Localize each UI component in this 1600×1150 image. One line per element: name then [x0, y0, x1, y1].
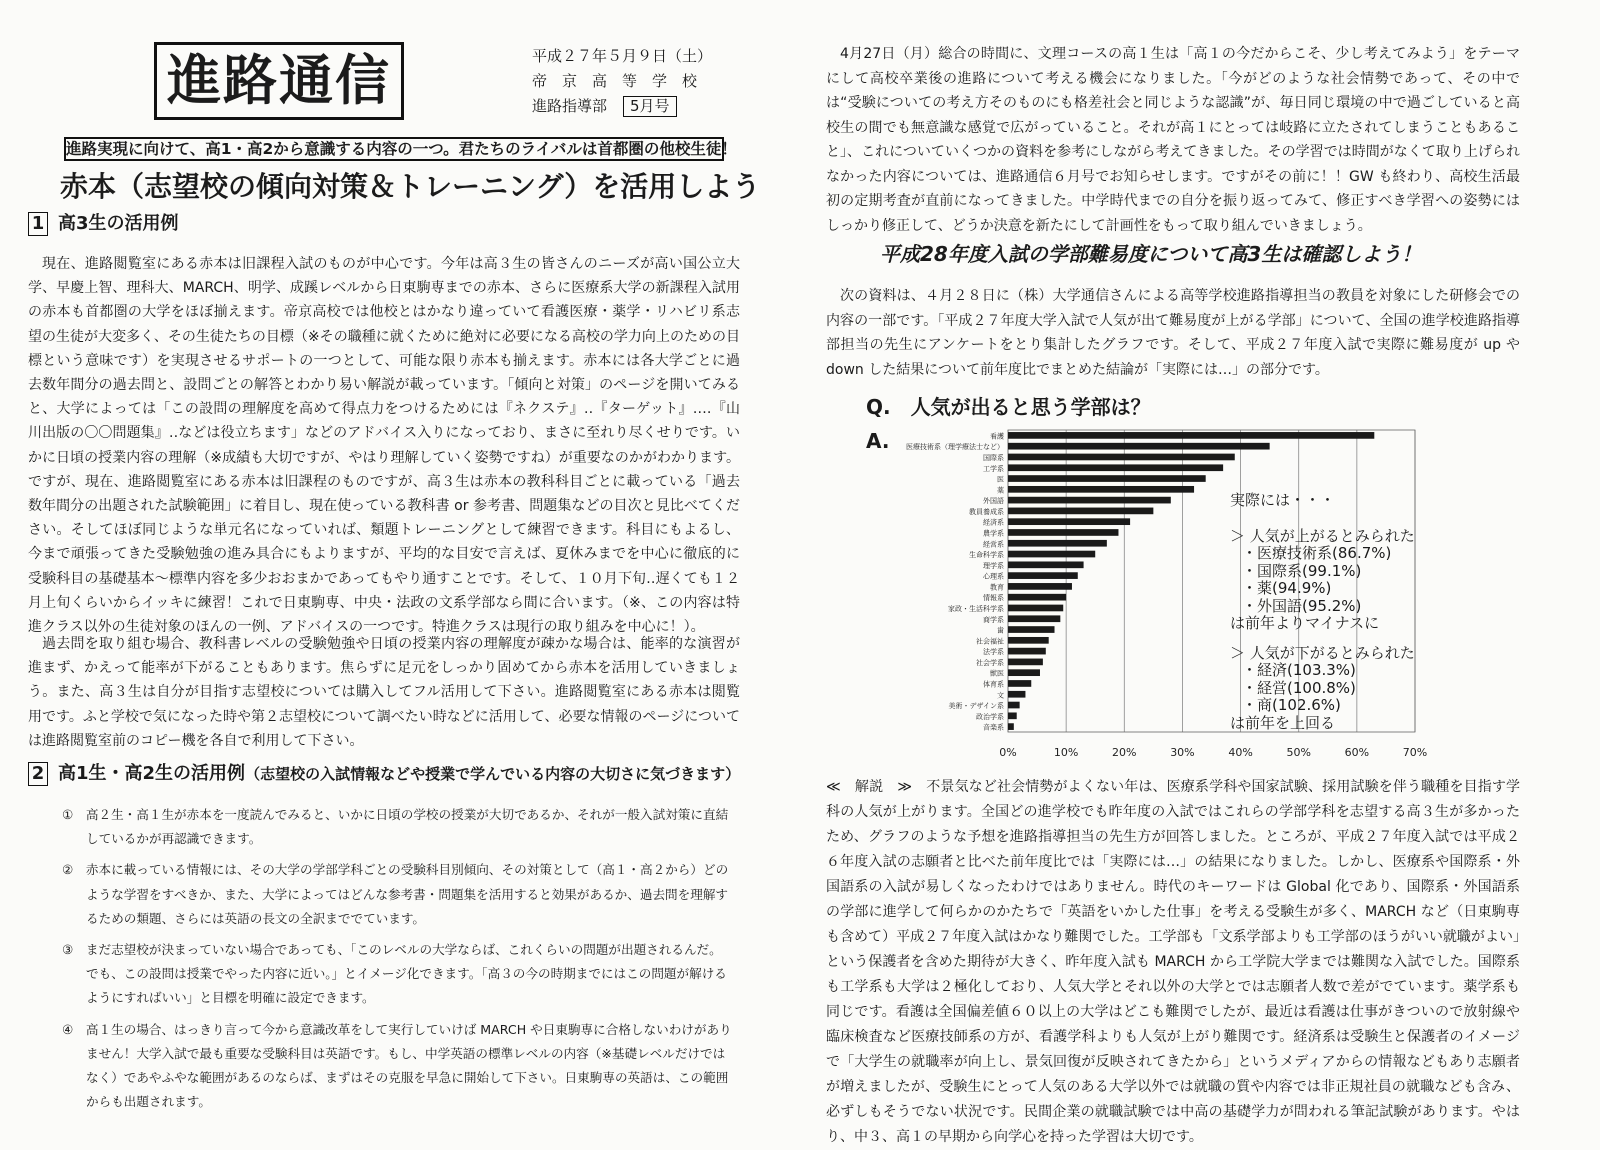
list-item: ② 赤本に載っている情報には、その大学の学部学科ごとの受験科目別傾向、その対策として（高１・高２から）どのような学習をすべきか、また、大学によってはどんな参考書・問題集を活用すると効果があるか、過去問を理解するための類題、さらには英語の長文の全訳まででています。 [62, 862, 729, 926]
section2-subtitle: （志望校の入試情報などや授業で学んでいる内容の大切さに気づきます） [245, 765, 741, 783]
bar [1008, 561, 1084, 568]
section2-number: 2 [28, 762, 48, 786]
bar [1008, 529, 1118, 536]
list-item: ① 高２生・高１生が赤本を一度読んでみると、いかに日頃の学校の授業が大切であるか、それが一般入試対策に直結しているかが再認識できます。 [62, 807, 729, 847]
bar [1008, 637, 1049, 644]
issue-info [532, 44, 712, 119]
category-label: 教育 [990, 583, 1004, 592]
note-down-head: ＞ 人気が下がるとみられた [1230, 643, 1415, 662]
x-tick-label: 70% [1402, 746, 1428, 759]
bar [1008, 464, 1223, 471]
category-label: 経済系 [983, 518, 1004, 527]
note-up-item: ・国際系(99.1%) [1242, 561, 1362, 580]
category-label: 家政・生活科学系 [948, 604, 1004, 613]
bar [1008, 605, 1063, 612]
category-label: 看護 [990, 432, 1004, 441]
bar [1008, 702, 1020, 709]
x-tick-label: 40% [1228, 746, 1253, 759]
category-label: 社会学系 [976, 658, 1004, 667]
category-label: 音楽系 [983, 723, 1004, 732]
category-label: 心理系 [983, 572, 1004, 581]
tagline: 進路実現に向けて、高1・高2から意識する内容の一つ。君たちのライバルは首都圏の他校生徒！ [64, 137, 724, 161]
category-label: 獣医 [990, 669, 1004, 678]
bar [1008, 551, 1095, 558]
issue-school: 帝 京 高 等 学 校 [532, 72, 698, 90]
bar [1008, 680, 1031, 687]
bar [1008, 615, 1060, 622]
list-item: ③ まだ志望校が決まっていない場合であっても、「このレベルの大学ならば、これくらいの問題が出題されるんだ。でも、この設問は授業でやった内容に近い。」とイメージ化できます。「高３の今の時期までにはこの問題が解けるようにすればいい」と目標を明確に設定できます。 [62, 942, 727, 1006]
note-up-item: ・薬(94.9%) [1242, 579, 1332, 597]
bar [1008, 669, 1040, 676]
category-label: 薬 [997, 486, 1004, 495]
category-label: 工学系 [983, 464, 1004, 473]
bar [1008, 572, 1078, 579]
bar [1008, 518, 1130, 525]
category-label: 理学系 [983, 561, 1004, 570]
category-label: 政治学系 [976, 712, 1004, 721]
x-tick-label: 60% [1344, 746, 1370, 759]
x-tick-label: 10% [1053, 746, 1079, 759]
note-up-tail: は前年よりマイナスに [1230, 614, 1380, 632]
right-headline: 平成28年度入試の学部難易度について高3生は確認しよう！ [880, 242, 1422, 266]
bar [1008, 691, 1025, 698]
section2-items [62, 803, 732, 1121]
category-label: 美術・デザイン系 [948, 702, 1004, 711]
bar [1008, 583, 1072, 590]
left-page [0, 0, 800, 1132]
section1-paragraph-1: 現在、進路閲覧室にある赤本は旧課程入試のものが中心です。今年は高３生の皆さんのニーズが高い国公立大学、早慶上智、理科大、MARCH、明学、成蹊レベルから日東駒専までの赤本、さらに医療系大学の新課程入試用の赤本も首都圏の大学をほぼ揃えます。帝京高校では他校とはかなり違っていて看護医療・薬学・リハビリ系志望の生徒が大変多く、その生徒たちの目標（※その職種に就くために絶対に必要になる高校の学力向上のための目標という意味です）を実現させるサポートの一つとして、可能な限り赤本も揃えます。赤本には各大学ごとに過去数年間分の過去問と、設問ごとの解答とわかり易い解説が載っています。「傾向と対策」のページを開いてみると、大学によっては「この設問の理解度を高めて得点力をつけるためには『ネクステ』‥『ターゲット』‥‥『山川出版の〇〇問題集』‥などは役立ちます」などのアドバイス入りになっており、まさに至れり尽くせりです。いかに日頃の授業内容の理解（※成績も大切ですが、やはり理解していく姿勢ですね）が重要なのかがわかります。ですが、現在、進路閲覧室にある赤本は旧課程のものですが、高３生は赤本の教科科目ごとに載っている「過去数年間分の出題された試験範囲」に着目し、現在使っている教科書 or 参考書、問題集などの目次と見比べてください。そしてほぼ同じような単元名になっていれば、類題トレーニングとして練習できます。科目にもよるし、今まで頑張ってきた受験勉強の進み具合にもよりますが、平均的な目安で言えば、夏休みまでを中心に徹底的に受験科目の基礎基本～標準内容を多少おおまかであってもやり通すことです。そして、１０月下旬‥遅くても１２月上旬くらいからイッキに練習！これで日東駒専、中央・法政の文系学部なら間に合います。（※、この内容は特進クラス以外の生徒対象のほんの一例、アドバイスの一つです。特進クラスは現行の取り組みを中心に！）。 [28, 256, 740, 636]
category-label: 文 [997, 691, 1004, 700]
bar [1008, 443, 1270, 450]
note-up-head: ＞ 人気が上がるとみられた [1230, 526, 1415, 545]
category-label: 医療技術系（理学療法士など） [906, 443, 1004, 452]
note-title: 実際には・・・ [1230, 491, 1336, 509]
note-down-tail: は前年を上回る [1230, 713, 1336, 732]
bar [1008, 454, 1235, 461]
list-item: ④ 高１生の場合、はっきり言って今から意識改革をして実行していけば MARCH や日東駒専に合格しないわけがありません！大学入試で最も重要な受験科目は英語です。もし、中学英語の標準レベルの内容（※基礎レベルだけではなく）であやふやな範囲があるのならば、まずはその克服を早急に開始して下さい。日東駒専の英語は、この範囲からも出題されます。 [62, 1021, 732, 1110]
category-label: 法学系 [983, 648, 1004, 657]
bar [1008, 659, 1043, 666]
explanation-paragraph: ≪ 解説 ≫ 不景気など社会情勢がよくない年は、医療系学科や国家試験、採用試験を伴う職種を目指す学科の人気が上がります。全国どの進学校でも昨年度の入試ではこれらの学部学科を志望する高３生が多かったため、グラフのような予想を進路指導担当の先生方が回答しました。ところが、平成２７年度入試では平成２６年度入試の志願者と比べた前年度比では「実際には…」の結果になりました。しかし、医療系や国際系・外国語系の入試が易しくなったわけではありません。時代のキーワードは Global 化であり、国際系・外国語系の学部に進学して何らかのかたちで「英語をいかした仕事」を考える受験生が多く、MARCH など（日東駒専も含めて）平成２７年度入試はかなり難関でした。工学部も「文系学部よりも工学部のほうがいい就職がよい」という保護者を含めた期待が大きく、昨年度入試も MARCH から工学院大学までは難関な入試でした。国際系も工学系も大学は２極化しており、人気大学とそれ以外の大学とでは志願者人数で差がでています。薬学系も同じです。看護は全国偏差値６０以上の大学はどこも難関でしたが、最近は看護は仕事がきついので放射線や臨床検査など医療技師系の方が、看護学科よりも人気が上がり難関です。経済系は受験生と保護者のイメージで「大学生の就職率が向上し、景気回復が反映されてきたから」というメディアからの情報などもあり志願者が増えましたが、受験生にとって人気のある大学以外では就職の質や内容では非正規社員の就職なども含み、必ずしもそうでない状況です。民間企業の就職試験では中高の基礎学力が問われる筆記試験があります。やはり、中３、高１の早期から向学心を持った学習は大切です。 [826, 779, 1520, 1145]
section2-heading [28, 761, 740, 787]
category-label: 体育系 [983, 680, 1004, 689]
section1-paragraph-2: 過去問を取り組む場合、教科書レベルの受験勉強や日頃の授業内容の理解度が疎かな場合は、能率的な演習が進まず、かえって能率が下がることもあります。焦らずに足元をしっかり固めてから赤本を活用していきましょう。また、高３生は自分が目指す志望校については購入してフル活用して下さい。進路閲覧室にある赤本は閲覧用です。ふと学校で気になった時や第２志望校について調べたい時などに活用して、必要な情報のページについては進路閲覧室前のコピー機を各自で利用して下さい。 [28, 636, 740, 749]
section2-title: 高1生・高2生の活用例 [58, 763, 246, 784]
issue-month-badge: 5月号 [623, 96, 677, 117]
issue-date: 平成２７年５月９日（土） [532, 47, 713, 65]
masthead-title: 進路通信 [154, 42, 404, 120]
x-tick-label: 0% [999, 746, 1017, 759]
chart-question: Q. 人気が出ると思う学部は？ [866, 395, 1151, 419]
note-down-item: ・経営(100.8%) [1242, 678, 1356, 697]
category-label: 歯 [997, 626, 1004, 635]
category-label: 生命科学系 [969, 551, 1004, 560]
bar [1008, 594, 1066, 601]
bar [1008, 648, 1046, 655]
section1-heading [28, 211, 179, 237]
bar [1008, 540, 1107, 547]
category-label: 農学系 [983, 529, 1004, 538]
category-label: 国際系 [983, 453, 1004, 462]
actual-result-note [1230, 492, 1415, 732]
bar [1008, 712, 1017, 719]
category-label: 社会福祉 [976, 637, 1004, 646]
x-tick-label: 50% [1286, 746, 1311, 759]
category-label: 外国語 [983, 497, 1004, 506]
section1-number: 1 [28, 212, 48, 236]
bar [1008, 475, 1206, 482]
category-label: 情報系 [983, 594, 1004, 603]
bar [1008, 508, 1153, 515]
bar [1008, 432, 1374, 439]
lead-paragraph: 次の資料は、４月２８日に（株）大学通信さんによる高等学校進路指導担当の教員を対象にした研修会での内容の一部です。「平成２７年度大学入試で人気が出て難易度が上がる学部」について、全国の進学校進路指導部担当の先生にアンケートをとり集計したグラフです。そして、平成２７年度入試で実際に難易度が up や down した結果について前年度比でまとめた結論が「実際には…」の部分です。 [826, 288, 1520, 378]
headline: 赤本（志望校の傾向対策＆トレーニング）を活用しよう [60, 170, 761, 203]
category-label: 経営系 [983, 540, 1004, 549]
chart-answer-label: A. [866, 429, 890, 453]
intro-paragraph: 4月27日（月）総合の時間に、文理コースの高１生は「高１の今だからこそ、少し考えてみよう」をテーマにして高校卒業後の進路について考える機会になりました。「今がどのような社会情勢であって、その中では“受験についての考え方そのものにも格差社会と同じような認識”が、毎日同じ環境の中で過ごしていると高校生の間でも無意識な感覚で広がっていること。それが高１にとっては岐路に立たされてしまうこともあること」、これについていくつかの資料を参考にしながら考えてきました。その学習では時間がなくて取り上げられなかった内容については、進路通信６月号でお知らせします。ですがその前に！！GW も終わり、高校生活最初の定期考査が直前になってきました。中学時代までの自分を振り返ってみて、修正すべき学習への姿勢にはしっかり修正して、どうか決意を新たにして計画性をもって取り組んでいきましょう。 [826, 46, 1520, 234]
bar [1008, 486, 1194, 493]
section1-title: 高3生の活用例 [58, 213, 179, 234]
bar [1008, 723, 1014, 730]
note-up-item: ・医療技術系(86.7%) [1242, 544, 1392, 562]
bar [1008, 626, 1055, 633]
x-tick-label: 30% [1170, 746, 1195, 759]
category-label: 商学系 [983, 615, 1004, 624]
note-up-item: ・外国語(95.2%) [1242, 596, 1362, 615]
bar [1008, 497, 1171, 504]
x-tick-label: 20% [1112, 746, 1137, 759]
issue-dept: 進路指導部 [532, 97, 608, 115]
issue-dept-row [532, 94, 712, 119]
category-label: 医 [997, 475, 1004, 484]
note-down-item: ・商(102.6%) [1242, 696, 1341, 714]
note-down-item: ・経済(103.3%) [1242, 661, 1356, 679]
category-label: 教員養成系 [969, 507, 1004, 516]
